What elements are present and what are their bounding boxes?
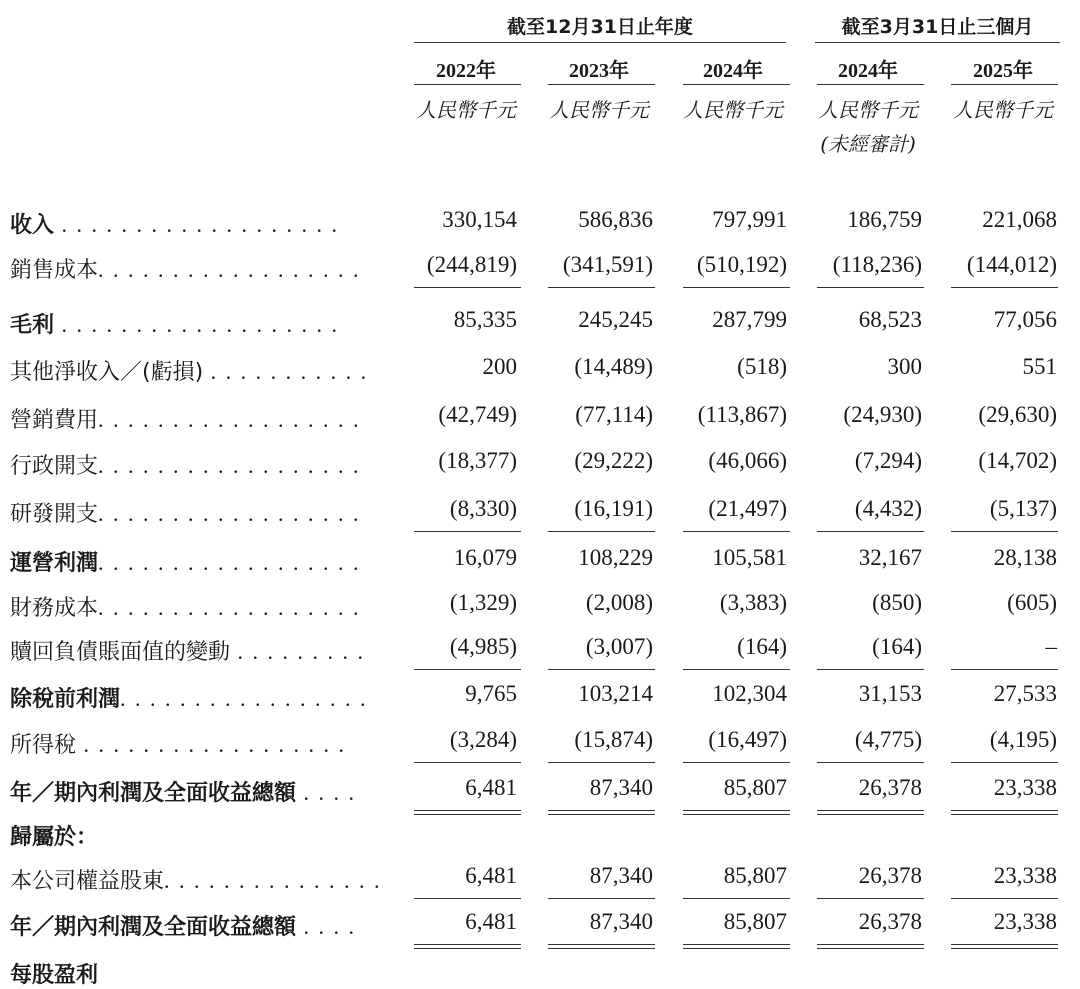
row-leader-dots: . . . .: [296, 780, 357, 805]
table-cell: 27,533: [993, 681, 1057, 706]
table-cell: 200: [482, 354, 517, 379]
subtotal-rule: [951, 287, 1058, 288]
row-label-text: 營銷費用: [10, 408, 99, 433]
table-cell: (1,329): [449, 590, 517, 615]
row-label: [10, 635, 365, 666]
subtotal-rule: [817, 287, 924, 288]
table-cell: (144,012): [966, 252, 1057, 277]
row-label: [10, 355, 368, 386]
row-leader-dots: . . . . . . . . . . . . . . . . . .: [98, 501, 361, 526]
table-cell: (14,702): [978, 448, 1057, 473]
table-cell: (16,191): [574, 496, 653, 521]
column-year-1: 2023年: [569, 60, 629, 82]
row-label: [10, 253, 361, 284]
row-label: [10, 820, 98, 851]
row-label-text: 每股盈利: [10, 963, 99, 988]
table-cell: (42,749): [438, 402, 517, 427]
table-cell: (7,294): [854, 448, 922, 473]
row-label-text: 行政開支: [10, 454, 99, 479]
total-double-rule: [414, 944, 521, 949]
column-year-rule: [414, 84, 521, 85]
table-cell: (118,236): [832, 252, 922, 277]
row-label: [10, 728, 346, 759]
total-double-rule: [548, 944, 655, 949]
group-title-quarterly: 截至3月31日止三個月: [841, 16, 1034, 38]
subtotal-rule: [817, 762, 924, 763]
row-label: [10, 208, 339, 239]
table-cell: 108,229: [578, 545, 653, 570]
row-leader-dots: . . . . . . . . . . . . . . . . . .: [98, 595, 361, 620]
table-cell: (164): [872, 634, 922, 659]
subtotal-rule: [683, 669, 790, 670]
table-cell: 77,056: [993, 307, 1057, 332]
column-note-3: (未經審計): [820, 132, 916, 156]
table-cell: 26,378: [858, 863, 922, 888]
table-cell: (29,630): [978, 402, 1057, 427]
table-cell: (4,775): [854, 727, 922, 752]
table-cell: 28,138: [993, 545, 1057, 570]
group-rule-quarterly: [815, 42, 1060, 43]
subtotal-rule: [548, 762, 655, 763]
subtotal-rule: [414, 531, 521, 532]
subtotal-rule: [817, 898, 924, 899]
column-year-rule: [548, 84, 655, 85]
row-label-text: 研發開支: [10, 502, 99, 527]
row-leader-dots: . . . . . . . . .: [230, 639, 366, 664]
row-leader-dots: . . . . . . . . . . . . . . . . . .: [98, 407, 361, 432]
table-cell: 68,523: [858, 307, 922, 332]
row-label: [10, 864, 382, 895]
table-cell: (14,489): [574, 354, 653, 379]
column-unit-0: 人民幣千元: [416, 98, 516, 122]
column-unit-2: 人民幣千元: [683, 98, 783, 122]
table-cell: (164): [737, 634, 787, 659]
column-unit-3: 人民幣千元: [818, 98, 918, 122]
table-cell: 16,079: [453, 545, 517, 570]
subtotal-rule: [683, 762, 790, 763]
row-leader-dots: . . . . . . . . . . . . . . . . . . .: [54, 212, 340, 237]
table-cell: 300: [887, 354, 922, 379]
table-cell: 103,214: [578, 681, 653, 706]
column-year-rule: [951, 84, 1058, 85]
subtotal-rule: [817, 531, 924, 532]
row-label-text: 財務成本: [10, 596, 99, 621]
table-cell: 797,991: [712, 207, 787, 232]
table-cell: (4,985): [449, 634, 517, 659]
row-label: [10, 958, 98, 989]
subtotal-rule: [548, 531, 655, 532]
row-leader-dots: . . . . . . . . . . . . . . .: [164, 868, 382, 893]
row-label-text: 所得稅: [10, 733, 77, 758]
column-year-4: 2025年: [973, 60, 1033, 82]
row-leader-dots: . . . . . . . . . . . . . . . . . . .: [54, 312, 340, 337]
table-cell: 23,338: [993, 775, 1057, 800]
subtotal-rule: [414, 762, 521, 763]
row-label-text: 除稅前利潤: [10, 687, 121, 712]
row-label: [10, 546, 361, 577]
group-title-annual: 截至12月31日止年度: [507, 16, 693, 38]
row-label: [10, 591, 361, 622]
subtotal-rule: [548, 898, 655, 899]
table-cell: 87,340: [589, 863, 653, 888]
table-cell: (850): [872, 590, 922, 615]
subtotal-rule: [951, 762, 1058, 763]
table-cell: 186,759: [847, 207, 922, 232]
group-rule-annual: [414, 42, 786, 43]
table-cell: (8,330): [449, 496, 517, 521]
row-label: [10, 776, 356, 807]
table-cell: (605): [1007, 590, 1057, 615]
subtotal-rule: [414, 287, 521, 288]
row-label-text: 本公司權益股東: [10, 869, 165, 894]
row-leader-dots: . . . .: [296, 914, 357, 939]
column-year-rule: [683, 84, 790, 85]
table-cell: (77,114): [575, 402, 653, 427]
table-cell: 287,799: [712, 307, 787, 332]
table-cell: –: [1045, 634, 1057, 659]
table-cell: 23,338: [993, 909, 1057, 934]
row-label-text: 運營利潤: [10, 551, 99, 576]
table-cell: (510,192): [696, 252, 787, 277]
subtotal-rule: [548, 287, 655, 288]
table-cell: 85,807: [723, 863, 787, 888]
table-cell: (46,066): [708, 448, 787, 473]
total-double-rule: [951, 944, 1058, 949]
table-cell: (15,874): [574, 727, 653, 752]
table-cell: 9,765: [465, 681, 517, 706]
column-year-3: 2024年: [838, 60, 898, 82]
table-cell: 26,378: [858, 775, 922, 800]
total-double-rule: [414, 810, 521, 815]
table-cell: 31,153: [858, 681, 922, 706]
total-double-rule: [817, 944, 924, 949]
subtotal-rule: [683, 898, 790, 899]
table-cell: (341,591): [562, 252, 653, 277]
row-label: [10, 682, 368, 713]
row-label-text: 銷售成本: [10, 258, 99, 283]
table-cell: 6,481: [465, 863, 517, 888]
row-leader-dots: . . . . . . . . . . . . . . . . . .: [98, 257, 361, 282]
table-cell: (21,497): [708, 496, 787, 521]
row-label-text: 其他淨收入／(虧損): [10, 360, 204, 385]
subtotal-rule: [548, 669, 655, 670]
table-cell: 32,167: [858, 545, 922, 570]
table-cell: 6,481: [465, 909, 517, 934]
subtotal-rule: [951, 669, 1058, 670]
subtotal-rule: [683, 531, 790, 532]
row-label-text: 收入: [10, 213, 55, 238]
table-cell: (5,137): [989, 496, 1057, 521]
total-double-rule: [817, 810, 924, 815]
row-leader-dots: . . . . . . . . . . . . . . . . . .: [76, 732, 347, 757]
row-leader-dots: . . . . . . . . . . .: [203, 359, 369, 384]
row-leader-dots: . . . . . . . . . . . . . . . . . .: [98, 453, 361, 478]
table-cell: 85,335: [453, 307, 517, 332]
subtotal-rule: [951, 531, 1058, 532]
total-double-rule: [683, 944, 790, 949]
table-cell: (29,222): [574, 448, 653, 473]
table-cell: 551: [1022, 354, 1057, 379]
subtotal-rule: [414, 898, 521, 899]
table-cell: (24,930): [843, 402, 922, 427]
subtotal-rule: [817, 669, 924, 670]
table-cell: (244,819): [426, 252, 517, 277]
table-cell: (4,432): [854, 496, 922, 521]
row-label: [10, 308, 339, 339]
row-label-text: 年／期內利潤及全面收益總額: [10, 781, 297, 806]
subtotal-rule: [951, 898, 1058, 899]
table-cell: (4,195): [989, 727, 1057, 752]
column-year-0: 2022年: [436, 60, 496, 82]
row-label-text: 歸屬於：: [10, 825, 99, 850]
row-label: [10, 403, 361, 434]
table-cell: (3,383): [719, 590, 787, 615]
row-label-text: 贖回負債賬面值的變動: [10, 640, 231, 665]
table-cell: 23,338: [993, 863, 1057, 888]
table-cell: (2,008): [585, 590, 653, 615]
row-label: [10, 910, 356, 941]
table-cell: 245,245: [578, 307, 653, 332]
subtotal-rule: [414, 669, 521, 670]
total-double-rule: [548, 810, 655, 815]
row-label-text: 毛利: [10, 313, 55, 338]
row-leader-dots: . . . . . . . . . . . . . . . . . .: [98, 550, 361, 575]
column-year-rule: [817, 84, 924, 85]
table-cell: (16,497): [708, 727, 787, 752]
row-label: [10, 449, 361, 480]
table-cell: 85,807: [723, 775, 787, 800]
table-cell: 330,154: [442, 207, 517, 232]
table-cell: 87,340: [589, 909, 653, 934]
column-unit-4: 人民幣千元: [953, 98, 1053, 122]
total-double-rule: [683, 810, 790, 815]
subtotal-rule: [683, 287, 790, 288]
total-double-rule: [951, 810, 1058, 815]
table-cell: 26,378: [858, 909, 922, 934]
table-cell: 586,836: [578, 207, 653, 232]
row-leader-dots: . . . . . . . . . . . . . . . . .: [120, 686, 368, 711]
table-cell: (3,007): [585, 634, 653, 659]
table-cell: 102,304: [712, 681, 787, 706]
table-cell: 105,581: [712, 545, 787, 570]
table-cell: 6,481: [465, 775, 517, 800]
table-cell: 87,340: [589, 775, 653, 800]
table-cell: (518): [737, 354, 787, 379]
row-label-text: 年／期內利潤及全面收益總額: [10, 915, 297, 940]
column-unit-1: 人民幣千元: [549, 98, 649, 122]
table-cell: (113,867): [697, 402, 787, 427]
column-year-2: 2024年: [703, 60, 763, 82]
table-cell: (18,377): [438, 448, 517, 473]
table-cell: 85,807: [723, 909, 787, 934]
table-cell: (3,284): [449, 727, 517, 752]
row-label: [10, 497, 361, 528]
table-cell: 221,068: [982, 207, 1057, 232]
